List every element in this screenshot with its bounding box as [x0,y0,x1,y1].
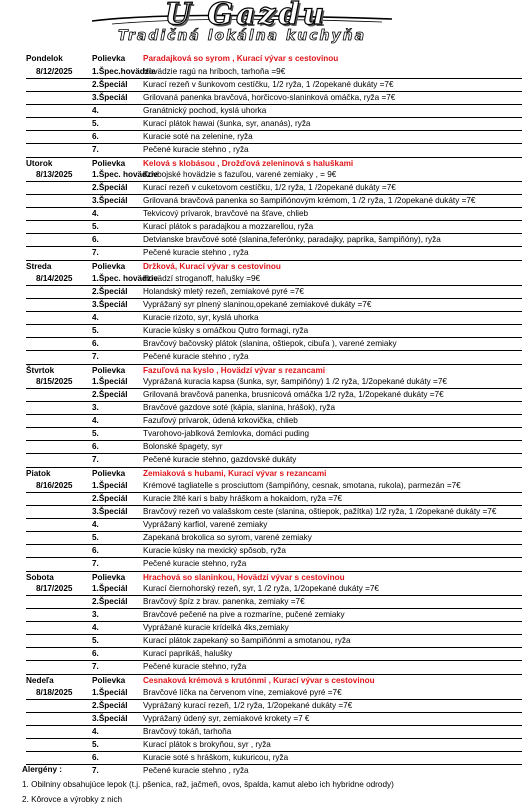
item-label: 1.Špeciál [92,584,128,594]
soup-of-day: Zemiaková s hubami, Kurací vývar s rezancami [143,469,327,478]
menu-item-row [26,118,522,131]
menu-item-row [26,609,522,622]
day-name: Sobota [26,572,54,582]
item-label: 1.Špec. hovädzie [92,170,158,180]
item-label: 5. [92,636,99,646]
menu-item-row [26,558,522,571]
item-label: 5. [92,222,99,232]
allergens-section [22,762,522,807]
item-label: 7. [92,662,99,672]
soup-of-day: Držková, Kurací vývar s cestovinou [143,262,281,271]
item-label: 7. [92,248,99,258]
item-label: 6. [92,649,99,659]
soup-of-day: Fazuľová na kyslo , Hovädzí vývar s rezancami [143,365,325,375]
menu-item-row [26,338,522,351]
soup-label: Polievka [92,676,126,685]
item-label: 4. [92,209,99,219]
item-label: 4. [92,726,99,736]
menu-date: 8/15/2025 [36,377,73,387]
item-label: 6. [92,235,99,245]
item-label: 5. [92,739,99,749]
dish-name: Kurací plátok zapekaný so šampiňónmi a smotanou, ryža [143,636,351,646]
menu-date: 8/16/2025 [36,480,73,490]
menu-item-row [26,105,522,118]
allergen-item: 1. Obilniny obsahujúce lepok (t.j. pšenica, raž, jačmeň, ovos, špalda, kamut alebo ich hybridne odrody) [22,780,394,789]
menu-item-row [26,506,522,519]
soup-of-day: Paradajková so syrom , Kurací vývar s cestovinou [143,54,339,63]
soup-of-day: Hrachová so slaninkou, Hovädzí vývar s cestovinou [143,572,345,582]
menu-date: 8/13/2025 [36,170,73,180]
dish-name: Pečené kuracie stehno , ryža [143,765,249,775]
item-label: 2.Špeciál [92,493,128,503]
menu-item-row [26,532,522,545]
item-label: 2.Špeciál [92,700,128,710]
item-label: 3.Špeciál [92,196,128,206]
menu-item-row [26,583,522,596]
menu-item-row [26,79,522,92]
item-label: 3.Špeciál [92,506,128,516]
menu-date: 8/14/2025 [36,273,73,283]
dish-name: Kurací plátok hawai (šunka, syr, ananás), ryža [143,118,311,128]
dish-name: Grilovaná panenka bravčová, horčicovo-slaninková omáčka, ryža =7€ [143,92,396,102]
item-label: 2.Špeciál [92,183,128,193]
dish-name: Vyprážaný syr plnený slaninou,opekané zemiakové dukáty =7€ [143,299,372,309]
soup-label: Polievka [92,469,126,478]
day-header-row [26,674,522,687]
menu-item-row [26,66,522,79]
menu-item-row [26,493,522,506]
item-label: 3.Špeciál [92,299,128,309]
day-name: Utorok [26,158,53,168]
menu-item-row [26,273,522,286]
dish-name: Kuracie rizoto, syr, kyslá uhorka [143,312,259,322]
item-label: 2.Špeciál [92,79,128,89]
day-name: Pondelok [26,54,63,63]
menu-item-row [26,622,522,635]
item-label: 1.Špec.hovädzie [92,66,156,76]
soup-label: Polievka [92,365,126,375]
day-name: Streda [26,262,52,271]
dish-name: Kurací plátok s brokyňou, syr , ryža [143,739,271,749]
menu-item-row [26,299,522,312]
menu-item-row [26,454,522,467]
logo-subtitle: Tradičná lokálna kuchyňa [117,28,367,44]
dish-name: Bravčový špíz z brav. panenka, zemiaky =7€ [143,597,305,607]
dish-name: Bravčové gazdove soté (kápia, slanina, hrášok), ryža [143,403,336,413]
allergens-title: Alergény : [22,765,63,774]
menu-item-row [26,131,522,144]
menu-item-row [26,286,522,299]
menu-item-row [26,234,522,247]
item-label: 6. [92,131,99,141]
dish-name: Hovädzie ragú na hríboch, tarhoňa =9€ [143,66,286,76]
menu-item-row [26,726,522,739]
menu-item-row [26,402,522,415]
item-label: 1.Špeciál [92,687,128,697]
item-label: 7. [92,144,99,154]
menu-item-row [26,415,522,428]
dish-name: Kurací čiernohorský rezeň, syr, 1 /2 ryža, 1/2opekané dukáty =7€ [143,584,379,594]
item-label: 5. [92,118,99,128]
item-label: 6. [92,752,99,762]
item-label: 3.Špeciál [92,92,128,102]
item-label: 6. [92,545,99,555]
soup-of-day: Kelová s klobásou , Drožďová zeleninová s haluškami [143,158,354,168]
dish-name: Pečené kuracie stehno , ryža [143,351,249,361]
logo-title: U Gazdu [164,0,328,32]
item-label: 7. [92,455,99,465]
dish-name: Kurací plátok s paradajkou a mozzarellou, ryža [143,222,314,232]
item-label: 3. [92,610,99,620]
menu-item-row [26,312,522,325]
menu-item-row [26,480,522,493]
item-label: 4. [92,312,99,322]
menu-item-row [26,144,522,157]
dish-name: Krémové tagliatelle s prosciuttom (šampiňóny, cesnak, smotana, rukola), parmezán =7€ [143,480,461,490]
item-label: 1.Špeciál [92,377,128,387]
menu-item-row [26,351,522,364]
menu-item-row [26,519,522,532]
menu-date: 8/12/2025 [36,66,73,76]
menu-item-row [26,92,522,105]
dish-name: Kurací rezeň v šunkovom cestíčku, 1/2 ryža, 1 /2opekané dukáty =7€ [143,79,394,89]
day-name: Štvrtok [26,365,55,375]
day-header-row [26,364,522,377]
dish-name: Kovbojské hovädzie s fazuľou, varené zemiaky , = 9€ [143,170,337,180]
dish-name: Kuracie kúsky na mexický spôsob, ryža [143,545,286,555]
dish-name: Zapekaná brokolica so syrom, varené zemiaky [143,532,312,542]
day-header-row [26,260,522,273]
soup-label: Polievka [92,158,126,168]
dish-name: Vyprážaný kurací rezeň, 1/2 ryža, 1/2opekané dukáty =7€ [143,700,353,710]
dish-name: Bravčové pečené na pive a rozmaríne, pučené zemiaky [143,610,345,620]
dish-name: Pečené kuracie stehno , ryža [143,248,249,258]
item-label: 5. [92,325,99,335]
item-label: 2.Špeciál [92,390,128,400]
item-label: 2.Špeciál [92,597,128,607]
menu-item-row [26,389,522,402]
item-label: 5. [92,532,99,542]
menu-item-row [26,428,522,441]
menu-item-row [26,700,522,713]
menu-item-row [26,687,522,700]
dish-name: Kuracie kúsky s omáčkou Qutro formagi, ryža [143,325,309,335]
item-label: 5. [92,429,99,439]
dish-name: Pečené kuracie stehno, gazdovské dukáty [143,455,297,465]
dish-name: Pečené kuracie stehno , ryža [143,144,249,154]
menu-date: 8/18/2025 [36,687,73,697]
dish-name: Bravčový bačovský plátok (slanina, oštiepok, cibuľa ), varené zemiaky [143,338,397,348]
dish-name: Tekvicový prívarok, bravčové na šťave, chlieb [143,209,309,219]
item-label: 1.Špec. hovädzie [92,273,158,283]
menu-item-row [26,169,522,182]
soup-label: Polievka [92,54,126,63]
day-header-row [26,571,522,584]
menu-item-row [26,545,522,558]
menu-item-row [26,596,522,609]
dish-name: Bravčový tokáň, tarhoňa [143,726,232,736]
dish-name: Pečené kuracie stehno, ryža [143,662,247,672]
menu-item-row [26,325,522,338]
dish-name: Vyprážaný karfiol, varené zemiaky [143,519,268,529]
dish-name: Vyprážaný údený syr, zemiakové krokety =7 € [143,713,310,723]
restaurant-logo [82,0,402,50]
dish-name: Bravčové líčka na červenom víne, zemiakové pyré =7€ [143,687,342,697]
dish-name: Detvianske bravčové soté (slanina,feferónky, paradajky, paprika, šampiňóny), ryža [143,235,441,245]
menu-item-row [26,247,522,260]
soup-label: Polievka [92,572,126,582]
menu-date: 8/17/2025 [36,584,73,594]
item-label: 4. [92,623,99,633]
dish-name: Grilovaná bravčová panenka so šampiňónovým krémom, 1 /2 ryža, 1 /2opekané dukáty =7€ [143,196,476,206]
item-label: 1.Špeciál [92,480,128,490]
weekly-menu [26,53,522,778]
dish-name: Kurací rezeň v cuketovom cestíčku, 1/2 ryža, 1 /2opekané dukáty =7€ [143,183,396,193]
dish-name: Fazuľový prívarok, údená krkovička, chlieb [143,416,298,426]
dish-name: Tvarohovo-jablková žemlovka, domáci puding [143,429,310,439]
menu-item-row [26,648,522,661]
menu-item-row [26,441,522,454]
item-label: 4. [92,105,99,115]
item-label: 6. [92,442,99,452]
dish-name: Bravčový rezeň vo valašskom ceste (slanina, oštiepok, pažítka) 1/2 ryža, 1 /2opekané dukáty =7€ [143,506,497,516]
day-name: Piatok [26,469,51,478]
item-label: 7. [92,765,99,775]
dish-name: Kuracie žlté kari s baby hráškom a hokaidom, ryža =7€ [143,493,343,503]
dish-name: Grilovaná bravčová panenka, brusnicová omáčka 1/2 ryža, 1/2opekané dukáty =7€ [143,390,444,400]
menu-item-row [26,635,522,648]
day-header-row [26,53,522,66]
menu-item-row [26,182,522,195]
dish-name: Kuracie soté s hráškom, kukuricou, ryža [143,752,289,762]
dish-name: Granátnický pochod, kyslá uhorka [143,105,267,115]
day-header-row [26,467,522,480]
dish-name: Pečené kuracie stehno, ryža [143,558,247,568]
item-label: 6. [92,338,99,348]
dish-name: Kurací paprikáš, halušky [143,649,233,659]
item-label: 2.Špeciál [92,286,128,296]
menu-item-row [26,713,522,726]
day-header-row [26,157,522,170]
item-label: 4. [92,519,99,529]
menu-item-row [26,208,522,221]
item-label: 7. [92,351,99,361]
menu-item-row [26,739,522,752]
allergen-item: 2. Kôrovce a výrobky z nich [22,795,123,804]
item-label: 3. [92,403,99,413]
dish-name: Hovädzí stroganoff, halušky =9€ [143,273,261,283]
dish-name: Kuracie soté na zelenine, ryža [143,131,253,141]
item-label: 4. [92,416,99,426]
day-name: Nedeľa [26,676,54,685]
item-label: 7. [92,558,99,568]
soup-of-day: Cesnaková krémová s krutónmi , Kurací vývar s cestovinou [143,676,375,685]
dish-name: Holandský mletý rezeň, zemiakové pyré =7€ [143,286,304,296]
item-label: 3.Špeciál [92,713,128,723]
soup-label: Polievka [92,262,126,271]
dish-name: Vyprážaná kuracia kapsa (šunka, syr, šampiňóny) 1 /2 ryža, 1/2opekané dukáty =7€ [143,377,447,387]
menu-item-row [26,221,522,234]
dish-name: Bolonské špagety, syr [143,442,223,452]
menu-item-row [26,661,522,674]
dish-name: Vyprážané kuracie krídelká 4ks,zemiaky [143,623,289,633]
menu-item-row [26,195,522,208]
menu-item-row [26,376,522,389]
